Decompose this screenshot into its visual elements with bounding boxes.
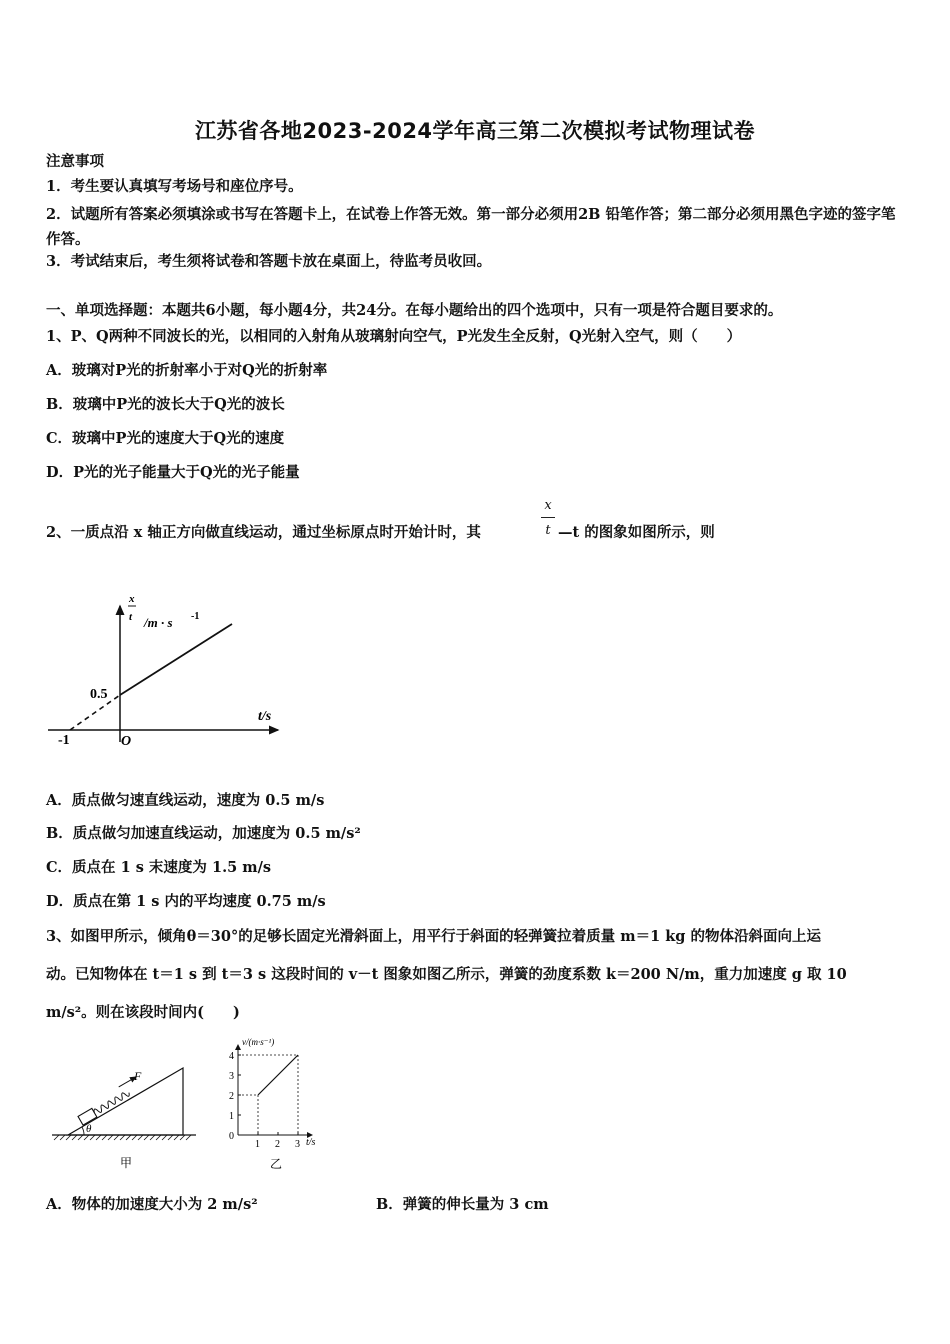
notice-item-1: 1．考生要认真填写考场号和座位序号。 [46,178,303,195]
q2-x-label: t/s [258,709,272,724]
q2-y-unit-exp: -1 [191,611,200,622]
q1-option-c: C．玻璃中P光的速度大于Q光的速度 [46,430,285,447]
q3-vt-plot [229,1045,312,1150]
q3-spring [93,1090,131,1115]
q2-stem-part1: 2、一质点沿 x 轴正方向做直线运动，通过坐标原点时开始计时，其 [46,524,481,541]
q3-stem-line1: 3、如图甲所示，倾角θ＝30°的足够长固定光滑斜面上，用平行于斜面的轻弹簧拉着质量 m＝1 kg 的物体沿斜面向上运 [46,928,821,945]
q3-ground-hatch [54,1135,191,1140]
q3-vt-y-tick-label: 1 [229,1111,234,1122]
q3-block-spring [76,1077,144,1125]
q3-option-b: B．弹簧的伸长量为 3 cm [376,1196,549,1213]
q2-y-unit: /m · s [144,615,173,630]
q3-option-a: A．物体的加速度大小为 2 m/s² [46,1196,258,1213]
q2-option-b: B．质点做匀加速直线运动，加速度为 0.5 m/s² [46,825,361,842]
q3-vt-y-tick-label: 4 [229,1051,234,1062]
notice-item-3: 3．考试结束后，考生须将试卷和答题卡放在桌面上，待监考员收回。 [46,253,492,270]
q2-origin-label: O [121,734,132,749]
q2-graph [40,592,290,752]
q3-figure-vt-graph [220,1033,335,1175]
notice-item-2: 2．试题所有答案必须填涂或书写在答题卡上，在试卷上作答无效。第一部分必须用2B 铅笔作答；第二部分必须用黑色字迹的签字笔作答。 [46,206,896,248]
q1-option-a: A．玻璃对P光的折射率小于对Q光的折射率 [46,362,328,379]
notice-heading: 注意事项 [46,153,104,170]
q2-option-a: A．质点做匀速直线运动，速度为 0.5 m/s [46,792,325,809]
q3-vt-x-tick-label: 3 [295,1139,300,1150]
q3-vt-y-tick-label: 2 [229,1091,234,1102]
q2-fraction-denominator: t [545,523,551,538]
q3-vt-y-tick-label: 0 [229,1131,234,1142]
q2-stem-part2: —t 的图象如图所示，则 [558,524,715,541]
q3-angle-arc [82,1127,84,1135]
q3-caption-a: 甲 [120,1156,133,1170]
q3-vt-x-label: t/s [306,1137,316,1148]
q3-force-label: F [134,1069,142,1083]
q2-neg-label: -1 [58,733,70,748]
q3-vt-x-tick-label: 2 [275,1139,280,1150]
q2-graph-line [120,624,232,695]
section-heading: 一、单项选择题：本题共6小题，每小题4分，共24分。在每小题给出的四个选项中，只有一项是符合题目要求的。 [46,302,783,319]
q2-intercept-label: 0.5 [90,687,108,702]
q2-ylabel-den: t [129,611,133,623]
q2-fraction-numerator: x [544,498,552,513]
q3-vt-y-label: v/(m·s⁻¹) [242,1037,275,1047]
q3-figure-incline [48,1060,203,1175]
q3-vt-line [258,1055,298,1095]
q3-stem-line3: m/s²。则在该段时间内( ) [46,1004,240,1021]
q3-stem-line2: 动。已知物体在 t＝1 s 到 t＝3 s 这段时间的 v－t 图象如图乙所示，弹簧的劲度系数 k＝200 N/m，重力加速度 g 取 10 [46,966,847,983]
q2-fraction-bar [541,517,555,518]
q3-caption-b: 乙 [270,1157,283,1171]
q3-vt-y-tick-label: 3 [229,1071,234,1082]
q1-stem: 1、P、Q两种不同波长的光，以相同的入射角从玻璃射向空气，P光发生全反射，Q光射入空气，则（ ） [46,328,742,345]
page-title: 江苏省各地2023-2024学年高三第二次模拟考试物理试卷 [194,119,756,143]
q1-option-b: B．玻璃中P光的波长大于Q光的波长 [46,396,285,413]
q2-ylabel-num: x [129,593,135,605]
q3-vt-x-tick-label: 1 [255,1139,260,1150]
q2-option-d: D．质点在第 1 s 内的平均速度 0.75 m/s [46,893,326,910]
q2-option-c: C．质点在 1 s 末速度为 1.5 m/s [46,859,272,876]
q3-angle-label: θ [86,1123,92,1135]
q1-option-d: D．P光的光子能量大于Q光的光子能量 [46,464,300,481]
